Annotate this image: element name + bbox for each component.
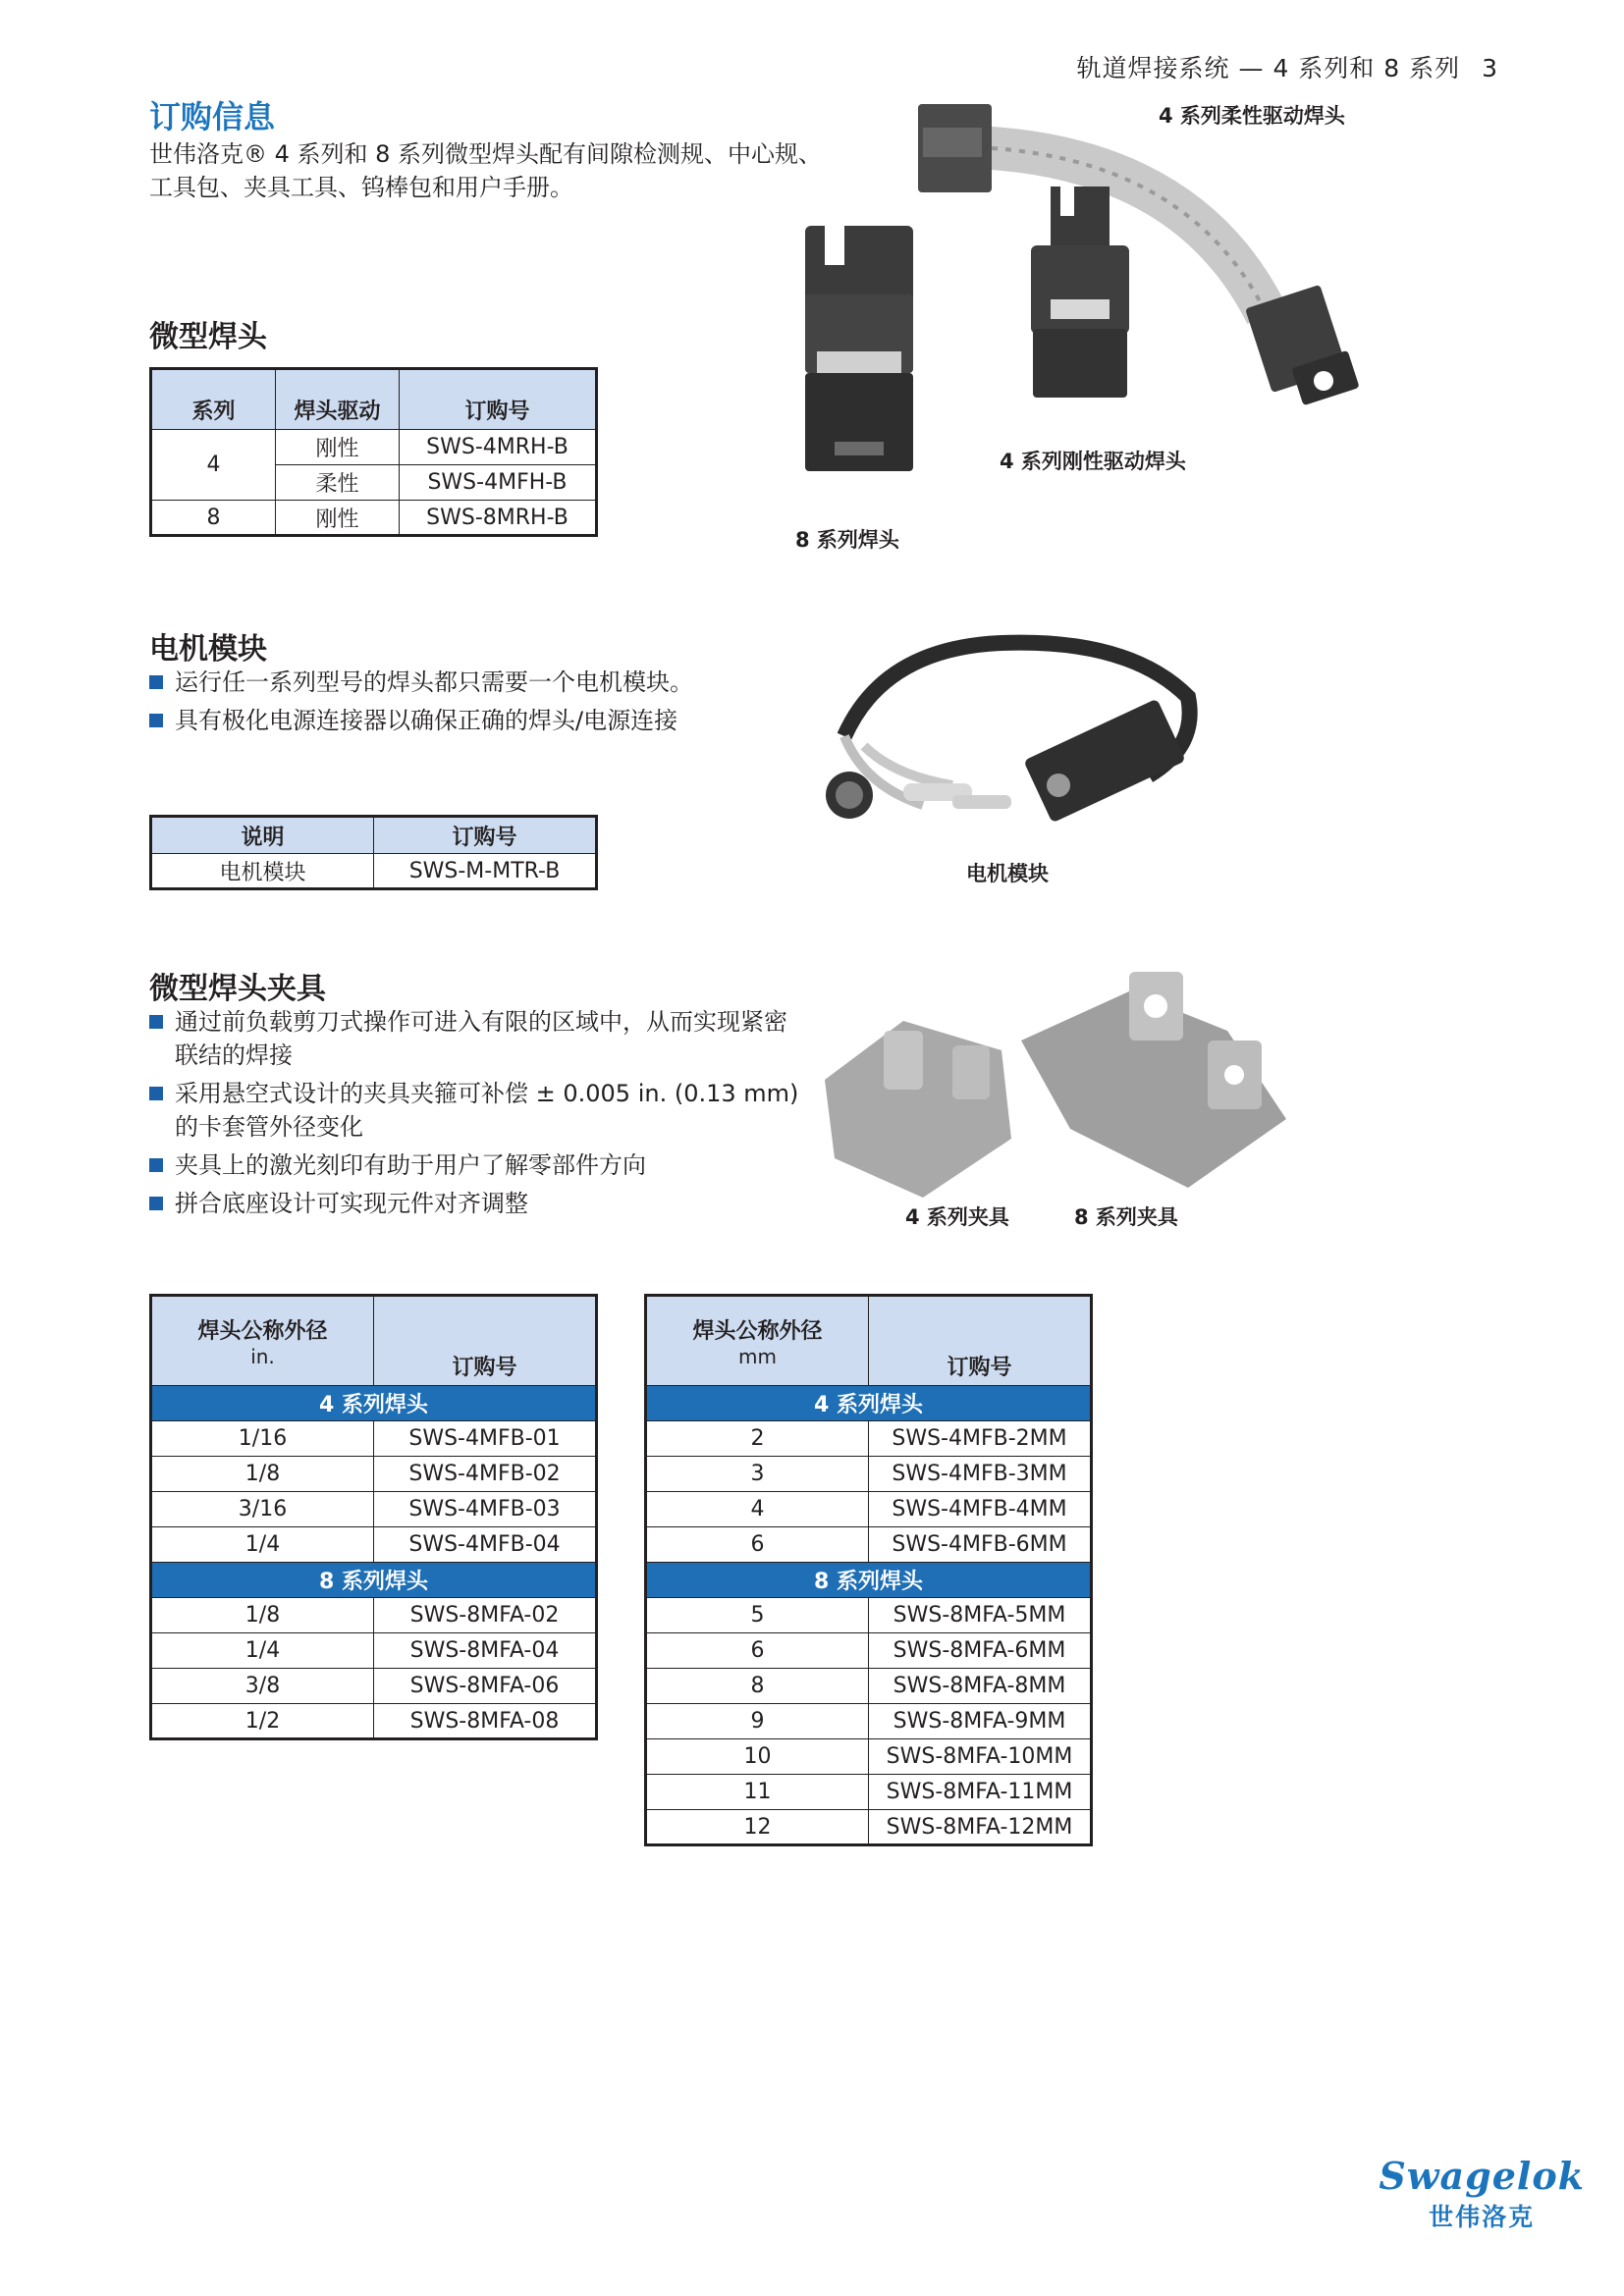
col-order: 订购号 <box>374 817 597 854</box>
cell-order: SWS-4MFB-6MM <box>869 1527 1092 1563</box>
section-8-series: 8 系列焊头 <box>151 1563 597 1598</box>
list-item: 运行任一系列型号的焊头都只需要一个电机模块。 <box>149 666 837 699</box>
cell-od: 3 <box>646 1457 869 1492</box>
cell-od: 3/16 <box>151 1492 374 1527</box>
col-drive: 焊头驱动 <box>276 369 400 430</box>
cell-order: SWS-8MFA-02 <box>374 1598 597 1633</box>
cell-order: SWS-4MFB-2MM <box>869 1421 1092 1457</box>
motor-bullets <box>149 666 837 742</box>
table-row <box>646 1739 1092 1775</box>
cell-order: SWS-8MFA-9MM <box>869 1704 1092 1739</box>
cell-order: SWS-4MFB-4MM <box>869 1492 1092 1527</box>
cell-series: 4 <box>151 430 276 501</box>
list-item-line: 通过前负载剪刀式操作可进入有限的区域中，从而实现紧密 <box>175 1008 787 1036</box>
caption-8-series-head: 8 系列焊头 <box>795 528 899 552</box>
motor-title: 电机模块 <box>149 632 267 667</box>
table-row <box>151 430 597 465</box>
cell-order: SWS-8MFA-10MM <box>869 1739 1092 1775</box>
cell-od: 3/8 <box>151 1669 374 1704</box>
table-row <box>151 1492 597 1527</box>
cell-desc: 电机模块 <box>151 854 374 889</box>
section-8-series: 8 系列焊头 <box>646 1563 1092 1598</box>
col-order: 订购号 <box>374 1296 597 1386</box>
cell-order: SWS-M-MTR-B <box>374 854 597 889</box>
list-item <box>149 1148 817 1182</box>
col-series: 系列 <box>151 369 276 430</box>
cell-order: SWS-4MFB-02 <box>374 1457 597 1492</box>
cell-od: 1/8 <box>151 1457 374 1492</box>
intro-line-1: 世伟洛克® 4 系列和 8 系列微型焊头配有间隙检测规、中心规、 <box>149 140 823 168</box>
table-row <box>646 1669 1092 1704</box>
col-order: 订购号 <box>400 369 597 430</box>
motor-module-photo <box>805 609 1218 834</box>
fixtures-title: 微型焊头夹具 <box>149 972 326 1006</box>
micro-heads-title: 微型焊头 <box>149 320 267 354</box>
cell-od: 5 <box>646 1598 869 1633</box>
micro-heads-table <box>149 367 598 537</box>
caption-4-series-fixture: 4 系列夹具 <box>905 1205 1009 1229</box>
table-row <box>151 1669 597 1704</box>
cell-od: 6 <box>646 1633 869 1669</box>
section-4-series: 4 系列焊头 <box>646 1386 1092 1421</box>
table-row <box>646 1598 1092 1633</box>
table-row <box>646 1457 1092 1492</box>
caption-motor: 电机模块 <box>966 862 1049 885</box>
cell-order: SWS-8MFA-11MM <box>869 1775 1092 1810</box>
table-row <box>151 1457 597 1492</box>
cell-order: SWS-8MFA-08 <box>374 1704 597 1739</box>
col-od <box>151 1296 374 1386</box>
col-order: 订购号 <box>869 1296 1092 1386</box>
cell-order: SWS-4MRH-B <box>400 430 597 465</box>
cell-od: 1/4 <box>151 1633 374 1669</box>
cell-od: 1/16 <box>151 1421 374 1457</box>
list-item <box>149 1005 817 1072</box>
cell-series: 8 <box>151 501 276 536</box>
running-header <box>1077 49 1498 84</box>
header-title: 轨道焊接系统 — 4 系列和 8 系列 <box>1076 54 1461 82</box>
table-row <box>151 1598 597 1633</box>
cell-order: SWS-8MFA-12MM <box>869 1810 1092 1845</box>
caption-flex-head: 4 系列柔性驱动焊头 <box>1159 104 1345 128</box>
list-item: 具有极化电源连接器以确保正确的焊头/电源连接 <box>149 704 837 737</box>
col-od <box>646 1296 869 1386</box>
table-row <box>646 1492 1092 1527</box>
cell-order: SWS-8MRH-B <box>400 501 597 536</box>
table-row <box>151 854 597 889</box>
list-item-line: 联结的焊接 <box>175 1041 293 1069</box>
fixtures-bullets <box>149 1005 817 1225</box>
caption-8-series-fixture: 8 系列夹具 <box>1074 1205 1178 1229</box>
ordering-intro <box>149 137 822 204</box>
col-od-unit: in. <box>250 1344 275 1368</box>
cell-od: 1/4 <box>151 1527 374 1563</box>
list-item <box>149 1187 817 1220</box>
table-row <box>151 1704 597 1739</box>
cell-od: 6 <box>646 1527 869 1563</box>
cell-order: SWS-4MFB-03 <box>374 1492 597 1527</box>
cell-od: 2 <box>646 1421 869 1457</box>
list-item-line: 的卡套管外径变化 <box>175 1113 363 1141</box>
list-item-line: 拼合底座设计可实现元件对齐调整 <box>175 1190 528 1217</box>
list-item <box>149 1077 817 1144</box>
cell-od: 4 <box>646 1492 869 1527</box>
table-row <box>646 1704 1092 1739</box>
swagelok-logo <box>1379 2154 1585 2233</box>
table-row <box>646 1633 1092 1669</box>
cell-order: SWS-4MFH-B <box>400 465 597 501</box>
table-row <box>646 1421 1092 1457</box>
table-row <box>151 1421 597 1457</box>
cell-od: 9 <box>646 1704 869 1739</box>
page-number: 3 <box>1482 54 1498 82</box>
cell-od: 8 <box>646 1669 869 1704</box>
table-row <box>151 1527 597 1563</box>
cell-order: SWS-4MFB-3MM <box>869 1457 1092 1492</box>
cell-order: SWS-4MFB-04 <box>374 1527 597 1563</box>
intro-line-2: 工具包、夹具工具、钨棒包和用户手册。 <box>149 174 573 201</box>
fixtures-inch-table <box>149 1294 598 1740</box>
col-od-label: 焊头公称外径 <box>197 1318 328 1344</box>
fixtures-mm-table <box>644 1294 1093 1846</box>
motor-table <box>149 815 598 890</box>
list-item-line: 夹具上的激光刻印有助于用户了解零部件方向 <box>175 1151 646 1179</box>
cell-drive: 柔性 <box>276 465 400 501</box>
cell-drive: 刚性 <box>276 501 400 536</box>
list-item-line: 采用悬空式设计的夹具夹箍可补偿 ± 0.005 in. (0.13 mm) <box>175 1080 799 1107</box>
cell-od: 10 <box>646 1739 869 1775</box>
fixtures-photo <box>815 962 1296 1207</box>
section-4-series: 4 系列焊头 <box>151 1386 597 1421</box>
table-row <box>151 501 597 536</box>
cell-order: SWS-8MFA-8MM <box>869 1669 1092 1704</box>
logo-chinese: 世伟洛克 <box>1429 2203 1536 2231</box>
table-row <box>646 1527 1092 1563</box>
col-od-label: 焊头公称外径 <box>692 1318 823 1344</box>
ordering-title: 订购信息 <box>149 98 276 135</box>
cell-order: SWS-8MFA-5MM <box>869 1598 1092 1633</box>
logo-wordmark: Swagelok <box>1379 2154 1585 2198</box>
table-row <box>646 1810 1092 1845</box>
table-row <box>151 1633 597 1669</box>
cell-order: SWS-8MFA-04 <box>374 1633 597 1669</box>
cell-od: 1/2 <box>151 1704 374 1739</box>
cell-od: 11 <box>646 1775 869 1810</box>
cell-order: SWS-8MFA-6MM <box>869 1633 1092 1669</box>
cell-od: 1/8 <box>151 1598 374 1633</box>
col-desc: 说明 <box>151 817 374 854</box>
col-od-unit: mm <box>738 1344 777 1368</box>
table-row <box>646 1775 1092 1810</box>
cell-order: SWS-4MFB-01 <box>374 1421 597 1457</box>
cell-drive: 刚性 <box>276 430 400 465</box>
caption-rigid-head: 4 系列刚性驱动焊头 <box>1000 450 1186 473</box>
cell-order: SWS-8MFA-06 <box>374 1669 597 1704</box>
cell-od: 12 <box>646 1810 869 1845</box>
